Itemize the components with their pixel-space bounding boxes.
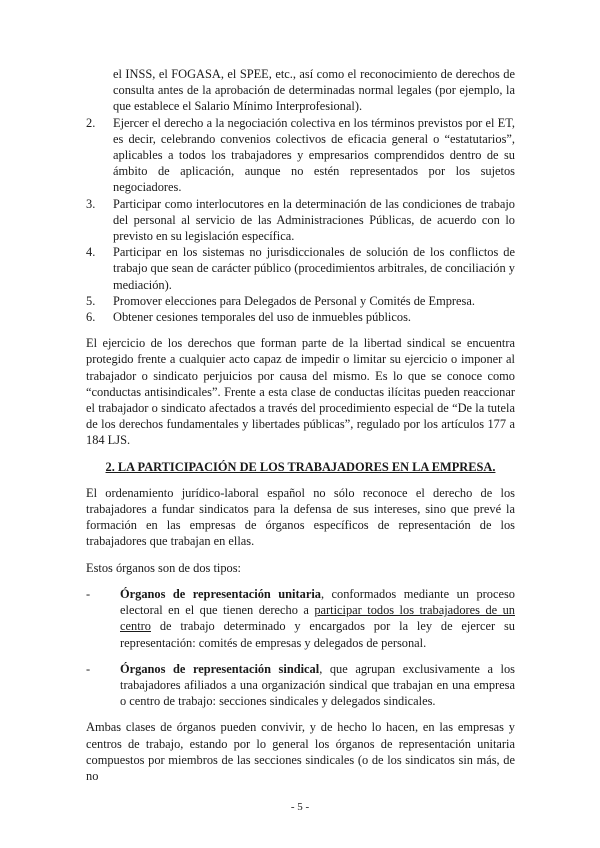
paragraph-tipos: Estos órganos son de dos tipos: xyxy=(86,560,242,575)
paragraph-ambas: Ambas clases de órganos pueden convivir, y de hecho lo hacen, en las empresas y centros de trabajo, estando por lo general los órganos de representación unitaria compuestos por miembros de las secciones sindicales (o de los sindicatos sin más, de no xyxy=(86,720,515,783)
list-number: 6. xyxy=(86,310,96,325)
list-item xyxy=(86,293,515,309)
list-number: 2. xyxy=(86,115,96,130)
organ-unitaria-item xyxy=(86,586,515,651)
list-number: 5. xyxy=(86,293,96,308)
dash-bullet: - xyxy=(86,661,91,676)
section-heading: 2. LA PARTICIPACIÓN DE LOS TRABAJADORES EN LA EMPRESA. xyxy=(105,459,496,474)
list-number: 3. xyxy=(86,196,96,211)
page-number: - 5 - xyxy=(290,801,310,813)
organ-unitaria-title: Órganos de representación unitaria xyxy=(120,586,321,601)
list-item-continuation: el INSS, el FOGASA, el SPEE, etc., así como el reconocimiento de derechos de consulta antes de la aprobación de determinadas normal legales (por ejemplo, la que establece el Salario Mínimo Interprofesional). xyxy=(113,67,515,114)
organ-unitaria-text: , conformados mediante un proceso electoral en el que tienen derecho a xyxy=(120,586,515,618)
list-text: Obtener cesiones temporales del uso de inmuebles públicos. xyxy=(113,310,411,325)
paragraph-antisindical: El ejercicio de los derechos que forman parte de la libertad sindical se encuentra protegido frente a cualquier acto capaz de impedir o limitar su ejercicio o imponer al trabajador o sindicato perjuicios por causa del mismo. Es lo que se conoce como “conductas antisindicales”. Frente a esta clase de conductas ilícitas pueden reaccionar el trabajador o sindicato afectados a través del procedimiento especial de “De la tutela de los derechos fundamentales y libertades públicas”, regulado por los artículos 177 a 184 LJS. xyxy=(86,336,515,448)
underlined-phrase: participar todos los trabajadores de un centro xyxy=(120,603,515,634)
list-text: Promover elecciones para Delegados de Personal y Comités de Empresa. xyxy=(113,293,475,308)
organ-unitaria-text-end: de trabajo determinado y encargados por la ley de ejercer su representación: comités de empresas y delegados de personal. xyxy=(120,619,515,650)
paragraph-ordenamiento: El ordenamiento jurídico-laboral español no sólo reconoce el derecho de los trabajadores a fundar sindicatos para la defensa de sus intereses, sino que prevé la formación en las empresas de órganos específicos de representación de los trabajadores que trabajan en ellas. xyxy=(86,485,515,549)
list-item xyxy=(86,244,515,293)
list-item xyxy=(86,196,515,245)
rights-list xyxy=(86,115,515,326)
organ-sindical-title: Órganos de representación sindical xyxy=(120,661,320,676)
list-item xyxy=(86,115,515,196)
organ-sindical-item xyxy=(86,661,515,710)
page-content xyxy=(86,66,515,784)
list-text: Participar como interlocutores en la determinación de las condiciones de trabajo del personal al servicio de las Administraciones Públicas, de acuerdo con lo previsto en su legislación específica. xyxy=(113,196,515,244)
organ-sindical-text: , que agrupan exclusivamente a los trabajadores afiliados a una organización sindical que trabajan en una empresa o centro de trabajo: secciones sindicales y delegados sindicales. xyxy=(120,661,515,709)
list-item xyxy=(86,309,515,325)
list-text: Ejercer el derecho a la negociación colectiva en los términos previstos por el ET, es decir, celebrando convenios colectivos de eficacia general o “estatutarios”, aplicables a todos los trabajadores y empresarios comprendidos dentro de su ámbito de aplicación, aunque no estén representados por los sujetos negociadores. xyxy=(113,115,515,195)
list-text: Participar en los sistemas no jurisdiccionales de solución de los conflictos de trabajo que sean de carácter público (procedimientos arbitrales, de conciliación y mediación). xyxy=(113,245,515,292)
dash-bullet: - xyxy=(86,586,91,601)
list-number: 4. xyxy=(86,245,96,260)
